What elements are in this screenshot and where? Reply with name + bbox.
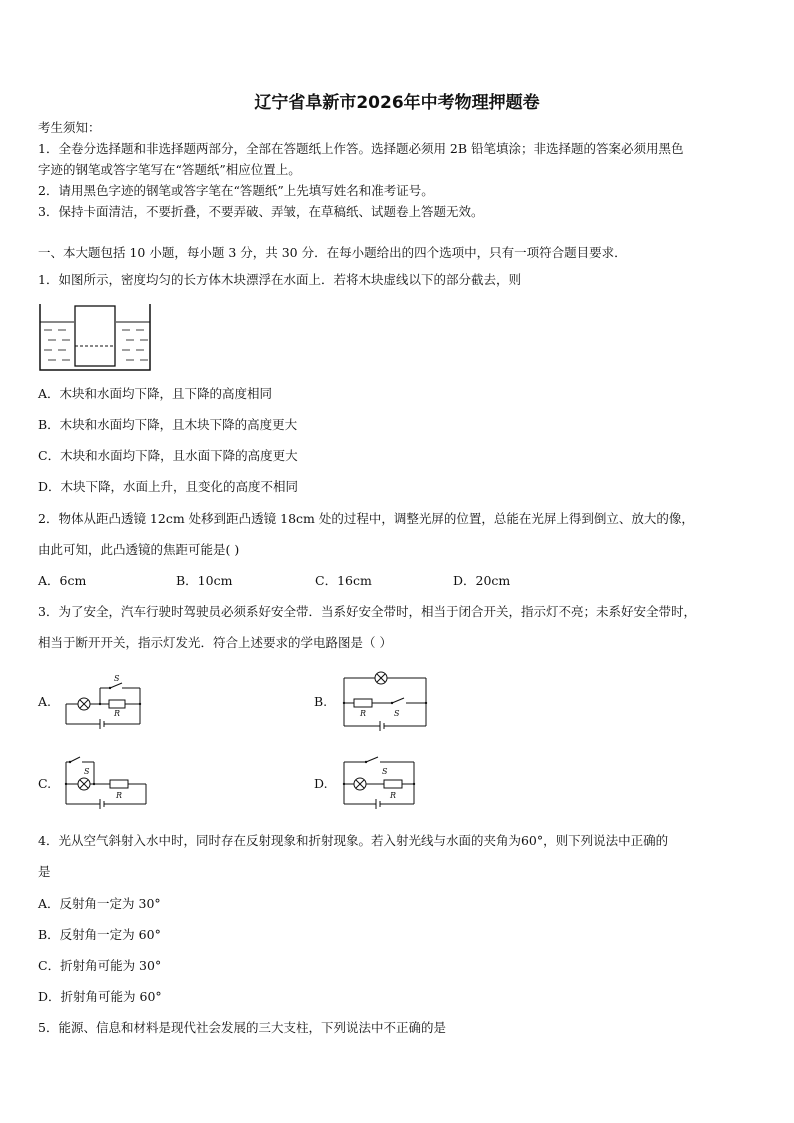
notice-header: 考生须知： — [38, 120, 101, 135]
exam-title: 辽宁省阜新市2026年中考物理押题卷 — [254, 93, 540, 113]
q4-option-d: D．折射角可能为 60° — [38, 989, 162, 1004]
q3-label-d: D. — [314, 776, 328, 791]
q1-option-a: A．木块和水面均下降，且下降的高度相同 — [38, 386, 273, 401]
q1-stem: 1．如图所示，密度均匀的长方体木块漂浮在水面上．若将木块虚线以下的部分截去，则 — [38, 272, 521, 287]
q3-stem-cont: 相当于断开开关，指示灯发光．符合上述要求的学电路图是（ ） — [38, 635, 392, 650]
q4-stem-cont: 是 — [38, 864, 51, 879]
q4-stem: 4．光从空气斜射入水中时，同时存在反射现象和折射现象。若入射光线与水面的夹角为60°，则下列说法中正确的 — [38, 833, 669, 848]
q2-option-d: D．20cm — [453, 573, 511, 588]
q2-option-c: C．16cm — [315, 573, 372, 588]
q3-stem: 3．为了安全，汽车行驶时驾驶员必须系好安全带．当系好安全带时，相当于闭合开关，指示灯不亮；未系好安全带时， — [38, 604, 696, 619]
q3-circuit-c — [64, 754, 150, 810]
q1-option-d: D．木块下降，水面上升，且变化的高度不相同 — [38, 479, 299, 494]
q3-label-c: C. — [38, 776, 52, 791]
q1-option-c: C．木块和水面均下降，且水面下降的高度更大 — [38, 448, 298, 463]
q3-circuit-d — [342, 754, 418, 810]
resistor-label: R — [390, 791, 397, 800]
notice-line: 字迹的钢笔或答字笔写在“答题纸”相应位置上。 — [38, 162, 301, 177]
notice-line: 2．请用黑色字迹的钢笔或答字笔在“答题纸”上先填写姓名和准考证号。 — [38, 183, 434, 198]
q3-circuit-b — [342, 668, 430, 730]
resistor-label: R — [116, 791, 123, 800]
q5-stem: 5．能源、信息和材料是现代社会发展的三大支柱，下列说法中不正确的是 — [38, 1020, 446, 1035]
switch-label: S — [382, 767, 388, 776]
q2-stem-cont: 由此可知，此凸透镜的焦距可能是( ) — [38, 542, 240, 557]
q2-option-b: B．10cm — [176, 573, 233, 588]
q1-figure-floating-block — [38, 302, 153, 372]
q3-label-b: B. — [314, 694, 328, 709]
section-heading: 一、本大题包括 10 小题，每小题 3 分，共 30 分．在每小题给出的四个选项中，只有一项符合题目要求． — [38, 245, 627, 260]
q1-option-b: B．木块和水面均下降，且木块下降的高度更大 — [38, 417, 298, 432]
notice-line: 1．全卷分选择题和非选择题两部分，全部在答题纸上作答。选择题必须用 2B 铅笔填涂；非选择题的答案必须用黑色 — [38, 141, 684, 156]
switch-label: S — [84, 767, 90, 776]
switch-label: S — [394, 709, 400, 718]
q3-label-a: A. — [38, 694, 52, 709]
q3-circuit-a — [64, 674, 146, 728]
q4-option-a: A．反射角一定为 30° — [38, 896, 161, 911]
q2-stem: 2．物体从距凸透镜 12cm 处移到距凸透镜 18cm 处的过程中，调整光屏的位置，总能在光屏上得到倒立、放大的像， — [38, 511, 694, 526]
resistor-label: R — [360, 709, 367, 718]
q4-option-c: C．折射角可能为 30° — [38, 958, 162, 973]
q4-option-b: B．反射角一定为 60° — [38, 927, 161, 942]
q2-option-a: A．6cm — [38, 573, 87, 588]
notice-line: 3．保持卡面清洁，不要折叠，不要弄破、弄皱，在草稿纸、试题卷上答题无效。 — [38, 204, 484, 219]
resistor-label: R — [114, 709, 121, 718]
switch-label: S — [114, 674, 120, 683]
